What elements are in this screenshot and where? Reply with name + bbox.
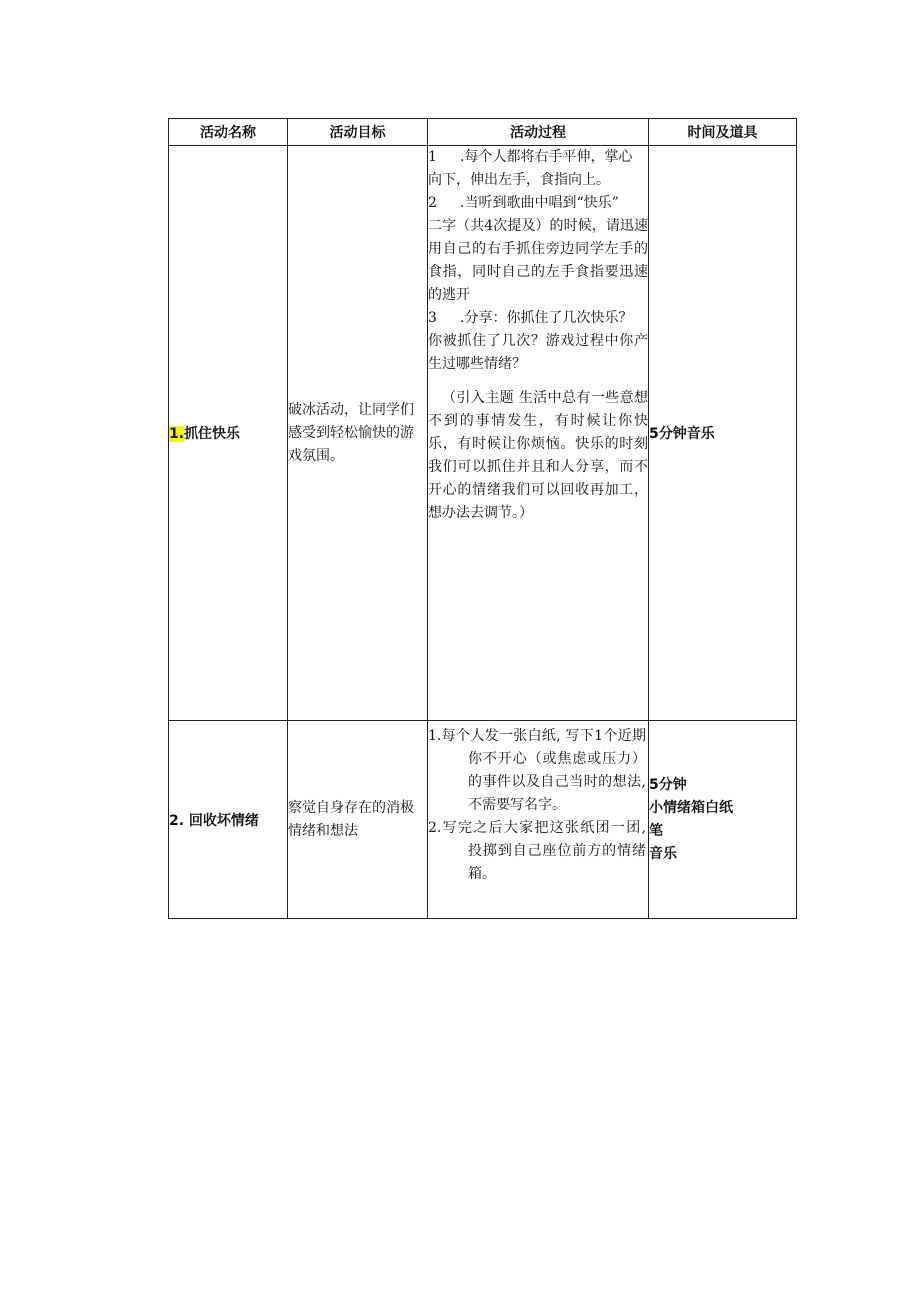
activity-process-cell: [428, 721, 649, 919]
activity-plan-table: [168, 118, 797, 919]
step-text-first-line: .分享：你抓住了几次快乐？: [460, 310, 633, 326]
activity-name-cell: [169, 721, 288, 919]
time-props-cell: [649, 146, 797, 721]
header-activity-name: 活动名称: [169, 119, 288, 146]
activity-goal-cell: [288, 721, 428, 919]
step-text-first-line: .当听到歌曲中唱到“快乐”: [460, 195, 619, 211]
header-time-props: 时间及道具: [649, 119, 797, 146]
activity-process-cell: [428, 146, 649, 721]
table-row: [169, 146, 797, 721]
activity-name: 抓住快乐: [184, 426, 241, 442]
time-props-cell: [649, 721, 797, 919]
step-text: 向下，伸出左手，食指向上。: [428, 172, 610, 188]
process-step: [428, 146, 648, 192]
step-text-first-line: .每个人都将右手平伸，掌心: [460, 149, 633, 165]
activity-goal: 破冰活动，让同学们感受到轻松愉快的游戏氛围。: [288, 401, 414, 464]
time-props: 5分钟音乐: [649, 426, 715, 442]
activity-name: 2. 回收坏情绪: [169, 812, 259, 829]
step-number: 2: [428, 195, 437, 211]
step-text: 二字（共4次提及）的时候，请迅速用自己的右手抓住旁边同学左手的食指，同时自己的左手食指要迅速的逃开: [428, 218, 648, 303]
table-row: [169, 721, 797, 919]
process-step: [428, 307, 648, 376]
step-number: 1: [428, 149, 437, 165]
time-props-item: 笔: [649, 822, 663, 839]
activity-goal: 察觉自身存在的消极情绪和想法: [288, 799, 414, 839]
header-row: [169, 119, 797, 146]
time-props-item: 音乐: [649, 845, 677, 862]
activity-name-cell: [169, 146, 288, 721]
time-props-item: 小情绪箱白纸: [649, 799, 733, 816]
activity-goal-cell: [288, 146, 428, 721]
process-step: 1.每个人发一张白纸, 写下1个近期你不开心（或焦虑或压力）的事件以及自己当时的想法, 不需要写名字。: [428, 728, 646, 813]
activity-number-highlight: 1.: [169, 426, 185, 442]
process-step: 2.写完之后大家把这张纸团一团, 投掷到自己座位前方的情绪箱。: [428, 820, 646, 882]
topic-intro-note: （引入主题 生活中总有一些意想不到的事情发生，有时候让你快乐，有时候让你烦恼。快乐的时刻我们可以抓住并且和人分享，而不开心的情绪我们可以回收再加工，想办法去调节。）: [428, 390, 648, 521]
step-number: 3: [428, 310, 437, 326]
step-text: 你被抓住了几次？游戏过程中你产生过哪些情绪？: [428, 333, 648, 372]
header-activity-process: 活动过程: [428, 119, 649, 146]
process-step: [428, 192, 648, 307]
time-props-item: 5分钟: [649, 776, 687, 793]
header-activity-goal: 活动目标: [288, 119, 428, 146]
